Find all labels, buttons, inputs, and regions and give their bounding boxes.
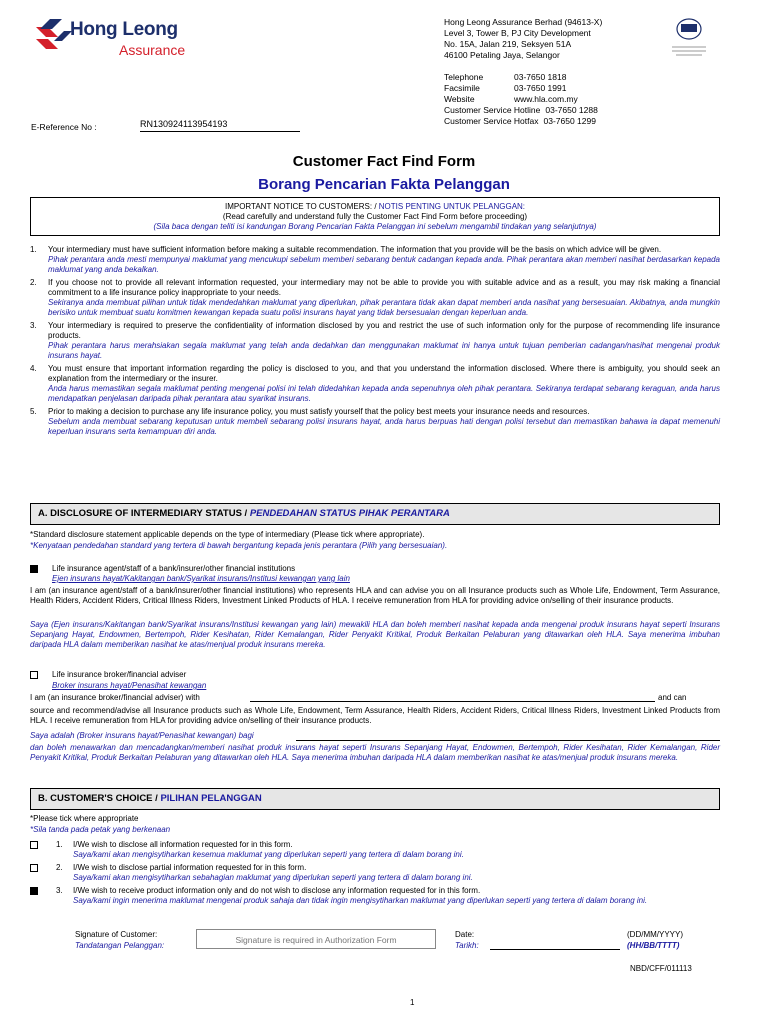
option-broker-line-b: and can [658,693,687,702]
address-line: No. 15A, Jalan 219, Seksyen 51A [444,39,572,49]
choice-item: 1. I/We wish to disclose all information requested for in this form. Saya/kami akan mengisytiharkan kesemua maklumat yang diperlukan seperti yang tertera di dalam borang ini. [30,840,720,860]
company-address [444,17,664,61]
signature-label-bm: Tandatangan Pelanggan: [75,941,165,950]
notice-instruction: (Read carefully and understand fully the Customer Fact Find Form before proceeding) [222,212,528,221]
list-item: 1. Your intermediary must have sufficient information before making a suitable recommendation. The information that you provide will be the basis on which advice will be given. Pihak perantara anda mesti mempunyai maklumat yang mencukupi sebelum memberi sebarang bentuk cadangan kepada anda. Pihak perantara akan memberi nasihat berdasarkan kepada maklumat yang anda bekalkan. [30,245,720,274]
certification-seal [666,15,712,67]
contact-row: Website www.hla.com.my [444,94,578,104]
option-agent-label-bm: Ejen insurans hayat/Kakitangan bank/Syarikat insurans/Institusi kewangan yang lain [52,574,350,583]
broker-company-field-bm[interactable] [296,740,720,741]
notice-box [30,197,720,236]
form-code: NBD/CFF/011113 [630,964,692,973]
logo-icon [34,15,74,55]
eref-underline [140,131,300,132]
notice-instruction-bm: (Sila baca dengan teliti isi kandungan Borang Pencarian Fakta Pelanggan ini sebelum mengambil tindakan yang selanjutnya) [153,222,597,231]
section-b-note: *Please tick where appropriate [30,814,139,823]
section-a-header: A. DISCLOSURE OF INTERMEDIARY STATUS / PENDEDAHAN STATUS PIHAK PERANTARA [30,503,720,525]
option-broker-label: Life insurance broker/financial adviser [52,670,187,679]
option-broker-line-a: I am (an insurance broker/financial adviser) with [30,693,200,702]
list-item: 2. If you choose not to provide all relevant information requested, your intermediary may not be able to provide you with suitable advice and as a result, you may risk making a financial commitment to a life insurance policy inappropriate to your needs. Sekiranya anda membuat pilihan untuk tidak mendedahkan maklumat yang diperlukan, pihak perantara tidak akan dapat memberi anda nasihat yang bersesuaian. Akibatnya, anda mungkin berisiko untuk membuat suatu komitmen kewangan kepada suatu polisi insurans hayat yang tidak bersesuaian dengan keperluan anda. [30,278,720,317]
option-broker-text-bm-a: Saya adalah (Broker insurans hayat/Penasihat kewangan) bagi [30,731,254,740]
section-b-note-bm: *Sila tanda pada petak yang berkenaan [30,825,171,834]
contact-row: Customer Service Hotline 03-7650 1288 [444,105,598,115]
address-line: Level 3, Tower B, PJ City Development [444,28,591,38]
option-agent-label: Life insurance agent/staff of a bank/insurer/other financial institutions [52,564,296,573]
section-b-header: B. CUSTOMER'S CHOICE / PILIHAN PELANGGAN [30,788,720,810]
contact-row: Facsimile 03-7650 1991 [444,83,567,93]
choice-1-checkbox[interactable] [30,840,56,860]
option-broker-text: source and recommend/advise all Insurance products such as Whole Life, Endowment, Term Assurance, Health Riders, Accident Riders, Critical Illness Riders, Investment Linked Products from HLA. I receive remuneration from HLA for providing advice on/selling of their insurance products. [30,706,720,725]
notice-items [30,245,720,440]
choice-item: 2. I/We wish to disclose partial information requested for in this form. Saya/kami akan mengisytiharkan sebahagian maklumat yang diperlukan seperti yang tertera di dalam borang ini. [30,863,720,883]
choice-3-checkbox[interactable] [30,886,56,906]
address-line: 46100 Petaling Jaya, Selangor [444,50,560,60]
date-format: (DD/MM/YYYY) [627,930,683,939]
contact-list [444,72,598,127]
contact-row: Customer Service Hotfax 03-7650 1299 [444,116,596,126]
signature-label: Signature of Customer: [75,930,158,939]
option-broker-label-bm: Broker insurans hayat/Penasihat kewangan [52,681,207,690]
notice-heading: IMPORTANT NOTICE TO CUSTOMERS: / [224,202,377,211]
form-title: Customer Fact Find Form [292,153,476,170]
section-a-note-bm: *Kenyataan pendedahan standard yang tertera di bawah bergantung kepada jenis perantara (Pilih yang bersesuaian). [30,541,448,550]
option-broker-text-bm: dan boleh menawarkan dan mencadangkan/memberi nasihat produk insurans hayat seperti Insurans Sepanjang Hayat, Endowmen, Bertempoh, Rider Kesihatan, Rider Kemalangan, Rider Penyakit Kritikal, Produk Berkaitan Pelaburan yang ditawarkan oleh HLA. Saya menerima imbuhan daripada HLA dalam memberikan nasihat ke atas/menjual produk insurans mereka. [30,743,720,762]
notice-heading-bm: NOTIS PENTING UNTUK PELANGGAN: [378,202,526,211]
logo-name: Hong Leong [70,19,178,40]
section-a-note: *Standard disclosure statement applicable depends on the type of intermediary (Please tick where appropriate). [30,530,425,539]
list-item: 5. Prior to making a decision to purchase any life insurance policy, you must satisfy yourself that the policy best meets your insurance needs and resources. Sebelum anda membuat sebarang keputusan untuk membeli sebarang polisi insurans hayat, anda harus berpuas hati dengan polisi tersebut dan memastikan bahawa ia dapat memenuhi keperluan insurans serta kemampuan diri anda. [30,407,720,436]
date-field[interactable] [490,949,620,950]
contact-row: Telephone 03-7650 1818 [444,72,567,82]
eref-value: RN130924113954193 [140,119,228,129]
intermediary-option-broker-checkbox[interactable] [30,671,38,682]
address-line: Hong Leong Assurance Berhad (94613-X) [444,17,603,27]
date-format-bm: (HH/BB/TTTT) [627,941,680,950]
choice-2-checkbox[interactable] [30,863,56,883]
logo-sub: Assurance [119,42,186,58]
broker-company-field[interactable] [250,701,655,702]
list-item: 4. You must ensure that important information regarding the policy is disclosed to you, and that you understand the information disclosed. Where there is ambiguity, you should seek an explanation from the intermediary or the insurer. Anda harus memastikan segala maklumat penting mengenai polisi ini telah didedahkan kepada anda sepenuhnya oleh pihak perantara. Sekiranya terdapat sebarang keraguan, anda harus mendapatkan penjelasan daripada pihak perantara atau syarikat insurans. [30,364,720,403]
seal-icon [666,15,712,67]
website-link[interactable]: www.hla.com.my [514,94,578,104]
choice-item: 3. I/We wish to receive product information only and do not wish to disclose any information requested for in this form. Saya/kami ingin menerima maklumat mengenai produk sahaja dan tidak ingin mengisytiharkan maklumat yang diperlukan seperti yang tertera di dalam borang ini. [30,886,720,906]
list-item: 3. Your intermediary is required to preserve the confidentiality of information disclosed by you and restrict the use of such information only for the purpose of recommending life insurance products. Pihak perantara harus merahsiakan segala maklumat yang telah anda dedahkan dan menggunakan maklumat ini hanya untuk tujuan pemberian cadangan/nasihat mengenai produk insurans hayat. [30,321,720,360]
page-number: 1 [410,998,415,1007]
option-agent-text-bm: Saya (Ejen insurans/Kakitangan bank/Syarikat insurans/Institusi kewangan yang lain) mewakili HLA dan boleh memberi nasihat kepada anda mengenai produk insurans hayat seperti Insurans Sepanjang Hayat, Endowmen, Bertempoh, Rider Kesihatan, Rider Kemalangan, Rider Penyakit Kritikal, Produk Berkaitan Pelaburan yang ditawarkan oleh HLA. Saya menerima imbuhan daripada HLA dalam memberikan nasihat ke atas/menjual produk insurans mereka. [30,620,720,649]
date-label: Date: [455,930,475,939]
signature-field[interactable]: Signature is required in Authorization Form [196,929,436,949]
intermediary-option-agent-checkbox[interactable] [30,565,38,576]
date-label-bm: Tarikh: [455,941,479,950]
option-agent-text: I am (an insurance agent/staff of a bank/insurer/other financial institutions) who represents HLA and can advise you on all Insurance products such as Whole Life, Endowment, Term Assurance, Health Riders, Accident Riders, Critical Illness Riders, Investment Linked Products of HLA. I receive remuneration from HLA for providing advice on/selling of their insurance products. [30,586,720,605]
eref-label: E-Reference No : [31,122,97,132]
form-title-bm: Borang Pencarian Fakta Pelanggan [258,176,510,193]
